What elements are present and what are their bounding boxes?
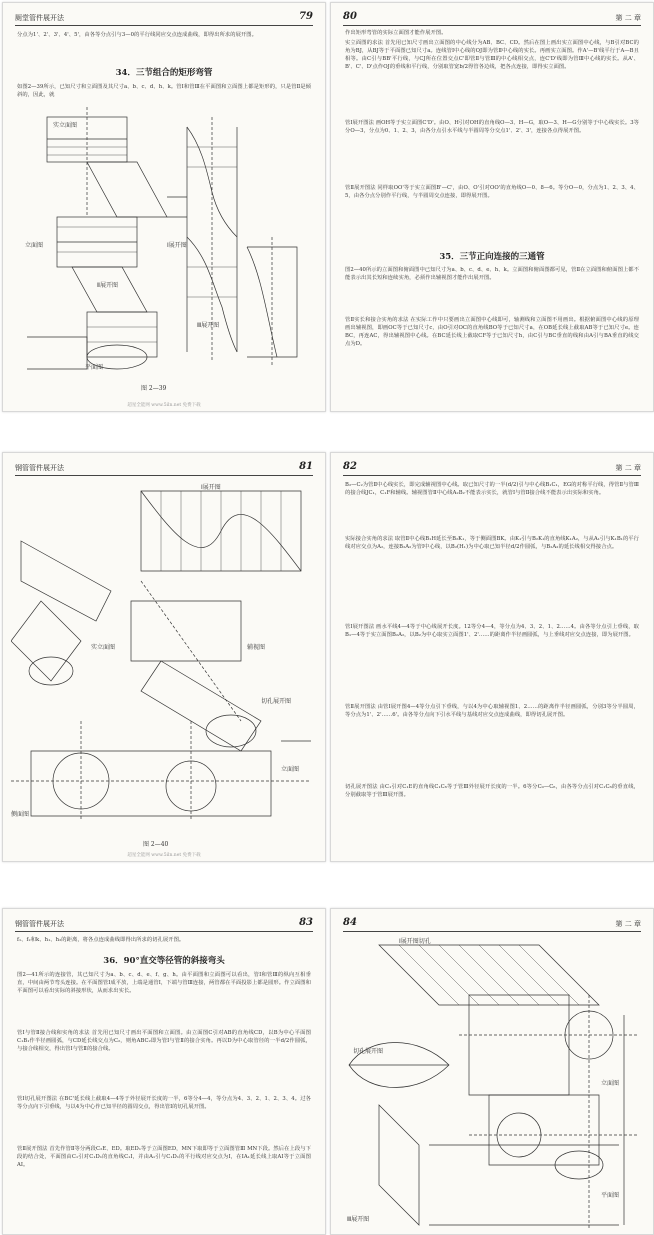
page-number: 82 [343,461,357,472]
paragraph-5: 图2—40所示的立面图和俯面图中已知尺寸为a、b、c、d、e、h、k。立面图和俯面图都可见，管Ⅱ在立面图和俯面图上都不能表示出其长短和连续实角，必须作出辅视图才能作出展开图。 [345,267,639,282]
label-expand-view: Ⅰ展开图 [201,484,221,491]
paragraph-4: 管Ⅱ展开图法 由管Ⅰ展开图4—4等分点引下垂线，与以4为中心取辅视图1、2……的距离作半径画圆弧，分别3等分半圆周，等分点为1'、2'……6'。由各等分点向下引水平线与基线对应交点连成曲线，即得切孔展开图。 [345,704,639,719]
header-chapter: 第 二 章 [615,920,641,928]
paragraph-4: 管Ⅱ展开图法 首先作管Ⅱ等分两段C₂E、ED。取ED₁等于立面图ED，MN下取即等于立面图管Ⅲ MN下段。然后在上段与下段的结合处，平面图由C₁引对C₁D₁的直角线C₁I，并由A₁引与C₁D₁的平行线对应交点为I，在IA₁延长线上取AI等于立面图AI。 [17,1146,311,1169]
label-front-view: 立面图 [601,1080,620,1087]
section-title: 35．三节正向连接的三通管 [439,252,545,262]
section-title: 34．三节组合的矩形弯管 [115,68,213,78]
header-title: 厕堂管件展开法 [15,14,64,22]
figure-caption: 图 2—39 [141,385,167,392]
header-chapter: 第 二 章 [615,14,641,22]
paragraph-2: 管Ⅰ与管Ⅱ接合线和实角的求法 首先用已知尺寸画出平面图和立面图。由立面图C引对AB的直角线CD，以B为中心平面图C₁B₁作半径画圆弧，与CD延长线交点为C₂，则角ABC₂即为管Ⅰ与管Ⅱ的接合实角。再以D为中心取管径的一半d/2作圆弧，与接合线相交，得出管Ⅰ与管Ⅱ的接合线。 [17,1030,311,1053]
section-title: 36．90°直交等径管的斜接弯头 [103,956,225,966]
page-number: 80 [343,11,357,22]
paragraph-3: 管Ⅰ展开图法 画OH等于实立面图C'D'。由O、H引对OH的直角线O—3、H—G，取O—3、H—G分别等于中心线实长。3等分O—3，分点为0、1、2、3，由各分点引水平线与半圆周等分交点1'、2'、3'，连接各点得展开图。 [345,120,639,135]
paragraph-1: B₂—C₂为管Ⅱ中心线实长，即完成辅视图中心线。取已知尺寸的一半(d/2)引与中心线B₁C₁，EG的对称平行线，得管Ⅱ与管Ⅲ的接合线JC₁，C₁F和辅线。辅视图管Ⅱ中心线A₂B₂不能表示实长，就管Ⅰ与管Ⅱ接合线不能表示出实际和实角。 [345,482,639,497]
header-rule [15,475,313,476]
header-rule [15,931,313,932]
label-side-view: 侧面图 [11,811,30,818]
page-header [343,11,641,25]
page-number: 81 [299,461,313,472]
figure-2-40 [11,481,317,831]
page-79 [2,2,326,412]
label-expand-3: Ⅲ展开图 [197,322,220,329]
page-header [343,461,641,475]
page-81 [2,452,326,862]
page-82 [330,452,654,862]
label-expand-2: Ⅱ展开图 [97,282,118,289]
label-front-view: 实立面图 [53,122,78,129]
paragraph-2: 实际接合实角的求法 取管Ⅱ中心线B₁H延长至B₂K₁，等于侧面图BK。由K₁引与B₂K₁的直角线K₁A₂，与从A₁引与K₁B₁的平行线对应交点为A₂，连接B₂A₂为管Ⅰ中心线，以B₂(H₁)为中心取已知半径d/2作圆弧，与B₂A₂的延长线相交得接合点。 [345,536,639,551]
label-expand-1: Ⅰ展开图切孔 [399,938,431,945]
header-rule [343,475,641,476]
page-number: 84 [343,917,357,928]
header-rule [343,25,641,26]
page-header [343,917,641,931]
page-header [15,461,313,475]
watermark: 超星全能网 www.5iln.net 免费下载 [127,403,201,408]
paragraph-5: 切孔展开图法 由C₁引对C₁E的直角线C₁C₆等于管Ⅲ外径展开长度的一半。6等分C₀—C₆，由各等分点引对C₁C₆的垂直线，分别截取等于管Ⅲ展开图。 [345,784,639,799]
watermark: 超星全能网 www.5iln.net 免费下载 [127,853,201,858]
page-84 [330,908,654,1235]
figure-caption: 图 2—40 [143,841,169,848]
label-aux-view: 辅视图 [247,644,266,651]
paragraph-1: 图2—41所示的连接管，其已知尺寸为a、b、c、d、e、f、g、h。由平面图和立面图可以看出，管Ⅰ和管Ⅲ的纵向互相垂直，中间由两节弯头连接。在平面图管Ⅰ成平放，上端是通管Ⅰ，下端与管Ⅲ连接，两管都在平面投影上都是圆形。作立面图和平面图可以看出实际的斜接形状，从而求出实长。 [17,972,311,995]
figure-2-39 [17,107,313,375]
header-rule [343,931,641,932]
page-number: 79 [299,11,313,22]
label-cut-view: 切孔展开图 [261,698,292,705]
paragraph-6: 管Ⅱ实长和接合实角的求法 在实际工作中只要画出立面图中心线即可，轴测线和立面图不用画出。根据俯面图中心线的原理画出辅视图，即画OC等于已知尺寸c，由O引对OC的直角线BO等于已知尺寸a，在OB延长线上截取AB等于已知尺寸e。连BC，再连AC，得出辅视图中心线。在BC延长线上截取CF等于已知尺寸h，由C引与BC垂直的线和由A引与BA垂直的线交点为D。 [345,317,639,348]
top-text: 分点为1'、2'、3'、4'、5'，由各等分点引与3—0的平行线同应交点连成曲线，即得出所求的展开图。 [17,32,258,38]
header-title: 钢管管件展开法 [15,920,64,928]
page-header [15,917,313,931]
label-cut-view: 切孔展开图 [353,1048,384,1055]
page-header [15,11,313,25]
page-80 [330,2,654,412]
page-number: 83 [299,917,313,928]
label-plan-view: 平面图 [85,364,104,371]
page-83 [2,908,326,1235]
figure-2-41 [339,935,645,1231]
body-text: 如图2—39所示，已知尺寸和立面图及其尺寸a、b、c、d、h、k。管Ⅰ和管Ⅲ在平面图和立面图上都是矩形的，只是管Ⅱ是倾斜的，因此，就 [17,84,311,99]
paragraph-2: 实立面图的求法 首先用已知尺寸画出立面图的中心线分为AB、BC、CD。然后在图上画出实立面图中心线，与B引对BC的角为BJ，从BJ等于平面图已知尺寸a。连线管Ⅰ中心线的OJ即为管Ⅱ中心线的实长。再画实立面图。作A'—B'线平行于A—B且相等。由C引与BB'平行线，与CJ所在位置交点C'即管Ⅱ与管Ⅲ的中心线相交点，连C'D'线即为管Ⅲ中心线的实长。从A'、B'、C'、D'点作OJ的垂线和平行线，分别取管宽b/2得管各边线，把各点连接，即得实立面图。 [345,40,639,71]
paragraph-4: 管Ⅱ展开图法 同样取OO'等于实立面图B'—C'，由O、O'引对OO'的直角线O—0、8—6。等分O—0，分点为1、2、3、4、5，由各分点分别作平行线，与半圆周交点连接，即得展开图。 [345,185,639,200]
label-elev-view: 立面图 [281,766,300,773]
header-chapter: 第 二 章 [615,464,641,472]
paragraph-3: 管Ⅰ展开图法 画水平线4—4等于中心线展开长度。12等分4—4，等分点为4、3、2、1、2……4。由各等分点引上垂线，取B₁—4等于实立面图B₂A₂，以B₂为中心取实立面图1'、2'……的距离作半径画圆弧，与上垂线对应交点连接，即为展开图。 [345,624,639,639]
label-expand-1: Ⅰ展开图 [167,242,187,249]
paragraph-1: 作出矩形弯管的实际立面图才能作展开图。 [345,30,447,36]
paragraph-3: 管Ⅰ切孔展开图法 在BC'延长线上截取4—4等于外径展开长度的一半，6等分4—4，等分点为4、3、2、1、2、3、4。过各等分点向下引垂线，与以4为中心作已知半径的圆周交点，得出管Ⅰ的切孔展开图。 [17,1096,311,1111]
label-expand-3: Ⅲ展开图 [347,1216,370,1223]
header-title: 钢管管件展开法 [15,464,64,472]
label-side-view: 立面图 [25,242,44,249]
top-text: f₁、f₂和k、h₁、h₂的距离，将各点连成曲线即得出所求的切孔展开图。 [17,937,185,943]
header-rule [15,25,313,26]
label-front-view: 实立面图 [91,644,116,651]
label-plan-view: 平面图 [601,1192,620,1199]
